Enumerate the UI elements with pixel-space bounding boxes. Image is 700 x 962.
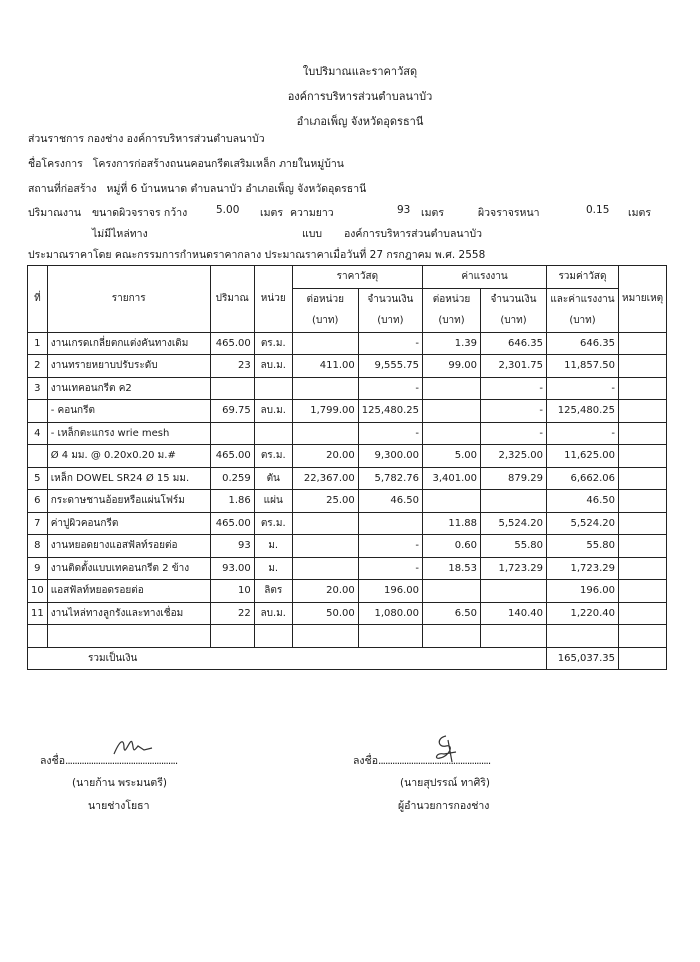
labor-amount: 2,301.75: [481, 355, 547, 378]
type-label: แบบ: [302, 228, 323, 240]
material-amount: 46.50: [358, 490, 422, 513]
total-amount: 11,857.50: [547, 355, 619, 378]
site-value: หมู่ที่ 6 บ้านหนาด ตำบลนาบัว อำเภอเพ็ญ จังหวัดอุดรธานี: [106, 183, 367, 195]
row-number: [28, 400, 48, 423]
empty-cell: [254, 625, 292, 648]
header-baht: (บาท): [547, 310, 619, 332]
labor-amount: 879.29: [481, 467, 547, 490]
labor-unit-price: 18.53: [423, 557, 481, 580]
unit-cell: ตัน: [254, 467, 292, 490]
labor-unit-price: 5.00: [423, 445, 481, 468]
material-amount: [358, 512, 422, 535]
header-labor-amount: จำนวนเงิน: [481, 288, 547, 310]
row-number: 5: [28, 467, 48, 490]
empty-cell: [292, 625, 358, 648]
table-row: [28, 490, 667, 513]
header-baht: (บาท): [423, 310, 481, 332]
labor-unit-price: 6.50: [423, 602, 481, 625]
item-description: งานติดตั้งแบบเทคอนกรีต 2 ข้าง: [47, 557, 210, 580]
quantity-cell: 465.00: [210, 332, 254, 355]
material-amount: 196.00: [358, 580, 422, 603]
labor-amount: 140.40: [481, 602, 547, 625]
row-number: [28, 445, 48, 468]
total-row: [28, 647, 667, 670]
sign-label: ลงชื่อ: [353, 755, 378, 767]
width-unit: เมตร: [260, 207, 283, 219]
thickness-value: 0.15: [586, 204, 610, 216]
left-signature-mark: [110, 734, 158, 760]
project-line: [28, 155, 344, 172]
right-signature-line: ลงชื่อ................................................: [353, 755, 491, 767]
unit-cell: แผ่น: [254, 490, 292, 513]
table-row: [28, 332, 667, 355]
note-cell: [619, 355, 667, 378]
material-unit-price: [292, 535, 358, 558]
project-name: โครงการก่อสร้างถนนคอนกรีตเสริมเหล็ก ภายในหมู่บ้าน: [92, 158, 344, 170]
left-signer-position: นายช่างโยธา: [88, 800, 150, 812]
table-row: [28, 400, 667, 423]
note-cell: [619, 647, 667, 670]
unit-cell: ตร.ม.: [254, 445, 292, 468]
table-row: [28, 355, 667, 378]
quantity-cell: 23: [210, 355, 254, 378]
labor-amount: 5,524.20: [481, 512, 547, 535]
table-row: [28, 422, 667, 445]
quantity-cell: 10: [210, 580, 254, 603]
header-item: รายการ: [47, 266, 210, 333]
header-material-per-unit: ต่อหน่วย: [292, 288, 358, 310]
unit-cell: ลบ.ม.: [254, 602, 292, 625]
table-header-row: [28, 266, 667, 289]
row-number: 8: [28, 535, 48, 558]
row-number: 1: [28, 332, 48, 355]
total-amount: 5,524.20: [547, 512, 619, 535]
note-cell: [619, 400, 667, 423]
labor-amount: [481, 580, 547, 603]
row-number: 7: [28, 512, 48, 535]
item-description: งานเกรดเกลี่ยตกแต่งคันทางเดิม: [47, 332, 210, 355]
sign-label: ลงชื่อ: [40, 755, 65, 767]
length-value: 93: [397, 204, 411, 216]
row-number: 3: [28, 377, 48, 400]
note-cell: [619, 422, 667, 445]
item-description: กระดาษชานอ้อยหรือแผ่นโฟร์ม: [47, 490, 210, 513]
note-cell: [619, 445, 667, 468]
material-amount: 1,080.00: [358, 602, 422, 625]
document-title: ใบปริมาณและราคาวัสดุ: [302, 65, 418, 78]
material-amount: -: [358, 422, 422, 445]
quantity-label: ปริมาณงาน: [28, 207, 82, 219]
labor-unit-price: [423, 422, 481, 445]
empty-cell: [28, 625, 48, 648]
row-number: 11: [28, 602, 48, 625]
item-description: - คอนกรีต: [47, 400, 210, 423]
empty-cell: [481, 625, 547, 648]
left-signature-line: ลงชื่อ................................................: [40, 755, 178, 767]
district-name: อำเภอเพ็ญ จังหวัดอุดรธานี: [296, 115, 424, 128]
department-line: ส่วนราชการ กองช่าง องค์การบริหารส่วนตำบลนาบัว: [28, 133, 265, 145]
labor-amount: [481, 490, 547, 513]
unit-cell: ม.: [254, 535, 292, 558]
note-cell: [619, 377, 667, 400]
header-material-amount: จำนวนเงิน: [358, 288, 422, 310]
header-baht: (บาท): [481, 310, 547, 332]
item-description: เหล็ก DOWEL SR24 Ø 15 มม.: [47, 467, 210, 490]
unit-cell: [254, 422, 292, 445]
type-value: องค์การบริหารส่วนตำบลนาบัว: [344, 228, 483, 240]
quantity-cell: 465.00: [210, 445, 254, 468]
quantity-cell: 0.259: [210, 467, 254, 490]
thickness-unit: เมตร: [628, 207, 651, 219]
material-amount: 9,300.00: [358, 445, 422, 468]
total-amount: 646.35: [547, 332, 619, 355]
quantity-cell: 93.00: [210, 557, 254, 580]
material-amount: -: [358, 377, 422, 400]
table-row: [28, 467, 667, 490]
note-cell: [619, 557, 667, 580]
item-description: Ø 4 มม. @ 0.20x0.20 ม.#: [47, 445, 210, 468]
labor-unit-price: 0.60: [423, 535, 481, 558]
project-label: ชื่อโครงการ: [28, 158, 83, 170]
note-cell: [619, 467, 667, 490]
quantity-cell: 465.00: [210, 512, 254, 535]
item-description: งานทรายหยาบปรับระดับ: [47, 355, 210, 378]
table-row: [28, 580, 667, 603]
shoulder-note: ไม่มีไหล่ทาง: [92, 228, 148, 240]
labor-amount: 2,325.00: [481, 445, 547, 468]
site-label: สถานที่ก่อสร้าง: [28, 183, 97, 195]
empty-cell: [358, 625, 422, 648]
quantity-cell: 1.86: [210, 490, 254, 513]
total-amount: 196.00: [547, 580, 619, 603]
width-label: ขนาดผิวจราจร กว้าง: [92, 207, 188, 219]
site-line: [28, 180, 366, 197]
material-unit-price: [292, 422, 358, 445]
row-number: 10: [28, 580, 48, 603]
total-amount: 46.50: [547, 490, 619, 513]
material-amount: 5,782.76: [358, 467, 422, 490]
grand-total: 165,037.35: [547, 647, 619, 670]
bill-of-quantities-table: [27, 265, 667, 670]
labor-amount: -: [481, 422, 547, 445]
labor-unit-price: 1.39: [423, 332, 481, 355]
labor-unit-price: 11.88: [423, 512, 481, 535]
labor-unit-price: [423, 400, 481, 423]
material-unit-price: [292, 332, 358, 355]
material-unit-price: [292, 512, 358, 535]
empty-cell: [547, 625, 619, 648]
header-baht: (บาท): [358, 310, 422, 332]
material-amount: -: [358, 535, 422, 558]
note-cell: [619, 490, 667, 513]
right-signer-name: (นายสุปรรณ์ ทาศิริ): [400, 777, 490, 789]
empty-cell: [210, 625, 254, 648]
material-unit-price: 20.00: [292, 580, 358, 603]
header-baht: (บาท): [292, 310, 358, 332]
empty-cell: [47, 625, 210, 648]
table-row: [28, 445, 667, 468]
unit-cell: ลิตร: [254, 580, 292, 603]
thickness-label: ผิวจราจรหนา: [478, 207, 540, 219]
empty-cell: [619, 625, 667, 648]
row-number: 4: [28, 422, 48, 445]
item-description: ค่าปูผิวคอนกรีต: [47, 512, 210, 535]
total-label: รวมเป็นเงิน: [28, 647, 547, 670]
header-quantity: ปริมาณ: [210, 266, 254, 333]
total-amount: 1,220.40: [547, 602, 619, 625]
table-row: [28, 377, 667, 400]
labor-amount: 646.35: [481, 332, 547, 355]
header-total-line1: รวมค่าวัสดุ: [547, 266, 619, 289]
estimate-line: ประมาณราคาโดย คณะกรรมการกำหนดราคากลาง ประมาณราคาเมื่อวันที่ 27 กรกฎาคม พ.ศ. 2558: [28, 249, 486, 261]
item-description: แอสฟัลท์หยอดรอยต่อ: [47, 580, 210, 603]
length-unit: เมตร: [421, 207, 444, 219]
material-unit-price: 25.00: [292, 490, 358, 513]
note-cell: [619, 332, 667, 355]
row-number: 2: [28, 355, 48, 378]
item-description: งานเทคอนกรีต ค2: [47, 377, 210, 400]
header-total-line2: และค่าแรงงาน: [547, 288, 619, 310]
header-labor-per-unit: ต่อหน่วย: [423, 288, 481, 310]
empty-cell: [423, 625, 481, 648]
material-unit-price: 411.00: [292, 355, 358, 378]
labor-unit-price: [423, 580, 481, 603]
total-amount: -: [547, 422, 619, 445]
quantity-cell: [210, 422, 254, 445]
unit-cell: ตร.ม.: [254, 332, 292, 355]
header-labor-cost: ค่าแรงงาน: [423, 266, 547, 289]
width-value: 5.00: [216, 204, 240, 216]
material-amount: -: [358, 557, 422, 580]
header-material-price: ราคาวัสดุ: [292, 266, 422, 289]
labor-amount: -: [481, 377, 547, 400]
unit-cell: ตร.ม.: [254, 512, 292, 535]
note-cell: [619, 580, 667, 603]
table-row: [28, 535, 667, 558]
material-unit-price: [292, 377, 358, 400]
item-description: - เหล็กตะแกรง wrie mesh: [47, 422, 210, 445]
header-no: ที่: [28, 266, 48, 333]
material-amount: 125,480.25: [358, 400, 422, 423]
material-unit-price: 20.00: [292, 445, 358, 468]
total-amount: 125,480.25: [547, 400, 619, 423]
labor-amount: -: [481, 400, 547, 423]
note-cell: [619, 535, 667, 558]
total-amount: -: [547, 377, 619, 400]
total-amount: 6,662.06: [547, 467, 619, 490]
right-signature-mark: [426, 732, 466, 766]
right-signer-position: ผู้อำนวยการกองช่าง: [398, 800, 490, 812]
item-description: งานไหล่ทางลูกรังและทางเชื่อม: [47, 602, 210, 625]
unit-cell: ม.: [254, 557, 292, 580]
material-unit-price: 50.00: [292, 602, 358, 625]
note-cell: [619, 602, 667, 625]
quantity-cell: 93: [210, 535, 254, 558]
left-signer-name: (นายก้าน พระมนตรี): [72, 777, 167, 789]
labor-unit-price: 3,401.00: [423, 467, 481, 490]
quantity-cell: 22: [210, 602, 254, 625]
labor-unit-price: [423, 490, 481, 513]
row-number: 9: [28, 557, 48, 580]
row-number: 6: [28, 490, 48, 513]
quantity-cell: [210, 377, 254, 400]
item-description: งานหยอดยางแอสฟัลท์รอยต่อ: [47, 535, 210, 558]
total-amount: 1,723.29: [547, 557, 619, 580]
unit-cell: [254, 377, 292, 400]
quantity-cell: 69.75: [210, 400, 254, 423]
material-unit-price: [292, 557, 358, 580]
header-unit: หน่วย: [254, 266, 292, 333]
labor-amount: 55.80: [481, 535, 547, 558]
labor-unit-price: [423, 377, 481, 400]
spacer-row: [28, 625, 667, 648]
material-amount: 9,555.75: [358, 355, 422, 378]
material-unit-price: 22,367.00: [292, 467, 358, 490]
unit-cell: ลบ.ม.: [254, 355, 292, 378]
table-row: [28, 602, 667, 625]
unit-cell: ลบ.ม.: [254, 400, 292, 423]
material-amount: -: [358, 332, 422, 355]
total-amount: 55.80: [547, 535, 619, 558]
organization-name: องค์การบริหารส่วนตำบลนาบัว: [287, 90, 433, 103]
note-cell: [619, 512, 667, 535]
table-row: [28, 512, 667, 535]
labor-amount: 1,723.29: [481, 557, 547, 580]
material-unit-price: 1,799.00: [292, 400, 358, 423]
header-note: หมายเหตุ: [619, 266, 667, 333]
total-amount: 11,625.00: [547, 445, 619, 468]
table-row: [28, 557, 667, 580]
labor-unit-price: 99.00: [423, 355, 481, 378]
length-label: ความยาว: [290, 207, 334, 219]
